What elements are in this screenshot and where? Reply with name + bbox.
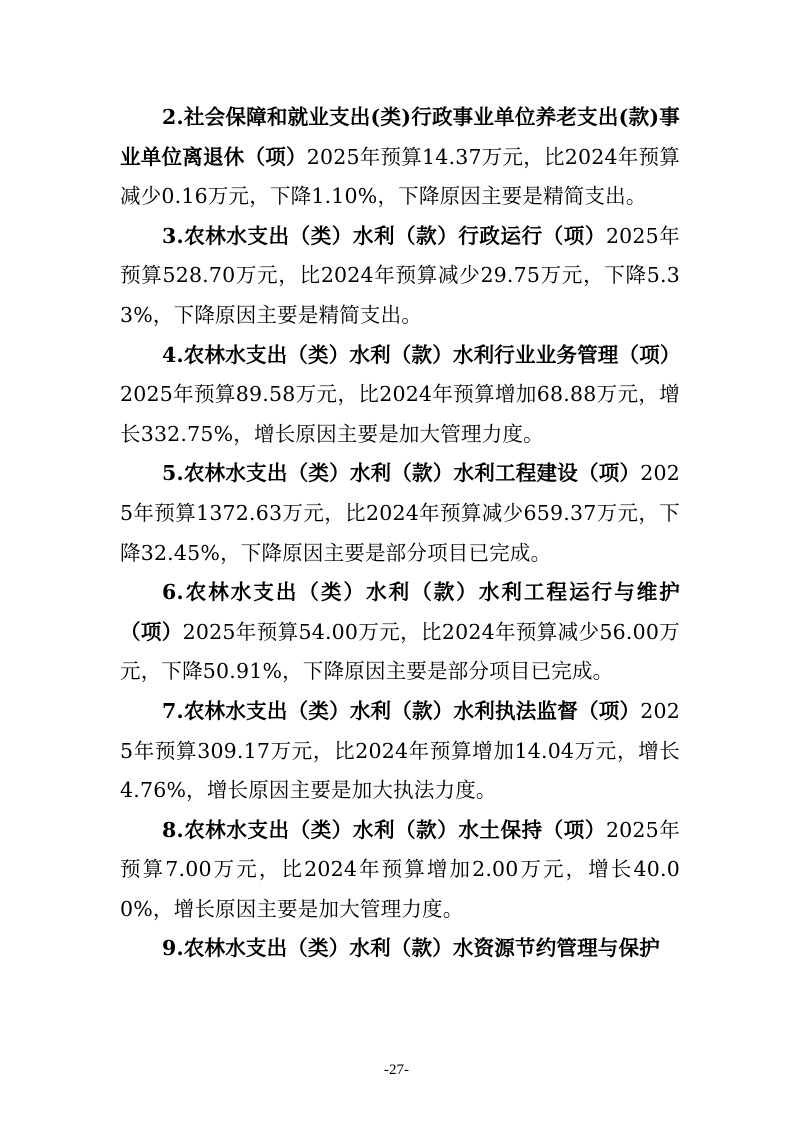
paragraph-item-5 [120,454,680,573]
paragraph-item-3 [120,217,680,336]
page-number: -27- [384,1062,409,1078]
paragraph-text: 2025年预算309.17万元，比2024年预算增加14.04万元，增长4.76%，增长原因主要是加大执法力度。 [120,698,680,803]
paragraph-heading: 6.农林水支出（类）水利（款）水利工程运行与维护（项） [120,580,680,644]
paragraph-text: 2025年预算54.00万元，比2024年预算减少56.00万元，下降50.91%，下降原因主要是部分项目已完成。 [120,619,680,684]
document-body [120,98,680,969]
paragraph-text: 2025年预算89.58万元，比2024年预算增加68.88万元，增长332.75%，增长原因主要是加大管理力度。 [120,382,680,446]
paragraph-item-6 [120,573,680,692]
paragraph-heading: 9.农林水支出（类）水利（款）水资源节约管理与保护 [162,936,660,961]
paragraph-item-2 [120,98,680,217]
paragraph-text: 2025年预算1372.63万元，比2024年预算减少659.37万元，下降32.45%，下降原因主要是部分项目已完成。 [120,461,680,565]
paragraph-text: 2025年预算7.00万元，比2024年预算增加2.00万元，增长40.00%，增长原因主要是加大管理力度。 [120,817,680,921]
paragraph-heading: 7.农林水支出（类）水利（款）水利执法监督（项） [162,698,641,723]
paragraph-item-9 [120,929,680,969]
paragraph-heading: 8.农林水支出（类）水利（款）水土保持（项） [162,817,606,842]
paragraph-heading: 4.农林水支出（类）水利（款）水利行业业务管理（项） [162,342,681,367]
paragraph-heading: 5.农林水支出（类）水利（款）水利工程建设（项） [162,461,641,486]
paragraph-text: 2025年预算528.70万元，比2024年预算减少29.75万元，下降5.33%，下降原因主要是精简支出。 [120,223,680,327]
paragraph-item-8 [120,811,680,930]
paragraph-item-4 [120,336,680,455]
paragraph-heading: 3.农林水支出（类）水利（款）行政运行（项） [162,223,606,248]
paragraph-item-7 [120,692,680,811]
paragraph-heading: 2.社会保障和就业支出(类)行政事业单位养老支出(款)事业单位离退休（项） [120,105,680,169]
paragraph-text: 2025年预算14.37万元，比2024年预算减少0.16万元，下降1.10%，下降原因主要是精简支出。 [120,144,680,209]
